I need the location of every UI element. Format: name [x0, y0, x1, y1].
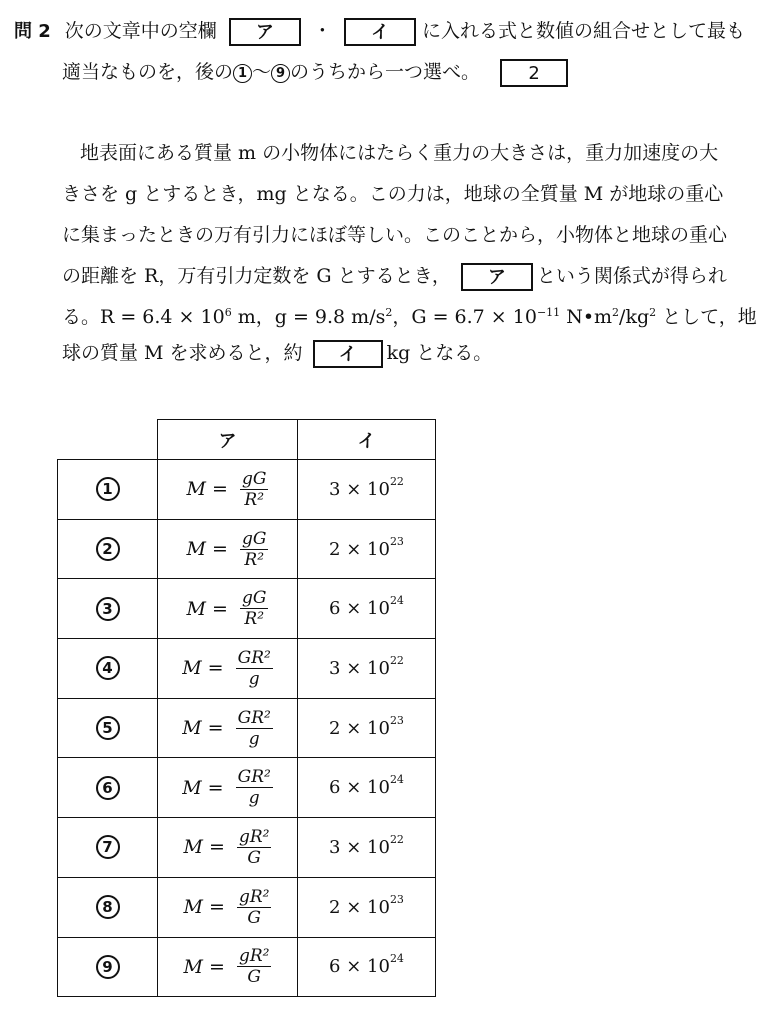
passage-line-5-c: ，G = 6.7 × 10	[392, 306, 537, 328]
choice-number-cell	[58, 877, 158, 937]
blank-box-a: ア	[229, 18, 301, 46]
formula-cell	[158, 579, 298, 639]
passage-line-3: に集まったときの万有引力にほぼ等しい。このことから，小物体と地球の重心	[62, 224, 728, 246]
fraction-denominator: G	[247, 847, 261, 868]
value-cell	[298, 698, 436, 758]
table-row	[58, 639, 436, 699]
value-exponent: 24	[389, 594, 404, 608]
passage-blank-i: イ	[313, 340, 383, 368]
choice-number-cell	[58, 758, 158, 818]
fraction-numerator: gR²	[238, 946, 270, 967]
table-row	[58, 579, 436, 639]
mass-value	[329, 773, 404, 799]
passage-line-5-a: る。R = 6.4 × 10	[62, 306, 225, 328]
exponent-r: 6	[224, 306, 232, 319]
fraction-numerator: gR²	[238, 826, 270, 847]
choice-number[interactable]: 7	[96, 835, 120, 859]
question-line2-text: 適当なものを，後の	[62, 61, 234, 83]
formula-lhs: M =	[182, 657, 224, 680]
value-base: 2 × 10	[329, 896, 390, 918]
fraction-numerator: gG	[241, 528, 267, 549]
value-base: 2 × 10	[329, 538, 390, 560]
mass-value	[329, 474, 404, 500]
formula-lhs: M =	[186, 597, 228, 620]
mass-value	[329, 594, 404, 620]
exponent-kg: 2	[649, 306, 657, 319]
fraction-numerator: gG	[241, 588, 267, 609]
question-intro-tail: に入れる式と数値の組合せとして最も	[421, 20, 745, 42]
separator-dot: ・	[312, 20, 332, 42]
formula-fraction	[236, 649, 273, 688]
formula	[187, 530, 269, 569]
formula	[182, 709, 273, 748]
table-header-row	[58, 420, 436, 460]
question-intro: 次の文章中の空欄	[64, 20, 217, 42]
formula	[184, 828, 272, 867]
blank-box-i: イ	[344, 18, 416, 46]
value-base: 6 × 10	[329, 777, 390, 799]
formula	[182, 768, 273, 807]
choice-number-cell	[58, 937, 158, 997]
formula	[187, 589, 269, 628]
fraction-denominator: g	[248, 728, 260, 749]
passage-line-2: きさを g とするとき，mg となる。この力は，地球の全質量 M が地球の重心	[62, 183, 724, 205]
fraction-denominator: R²	[244, 489, 265, 510]
question-line-1	[14, 17, 745, 46]
formula-fraction	[236, 768, 273, 807]
value-cell	[298, 758, 436, 818]
value-base: 3 × 10	[329, 657, 390, 679]
formula-cell	[158, 758, 298, 818]
choice-number[interactable]: 6	[96, 776, 120, 800]
value-base: 3 × 10	[329, 836, 390, 858]
mass-value	[329, 653, 404, 679]
formula-cell	[158, 698, 298, 758]
formula-fraction	[237, 888, 272, 927]
choice-number[interactable]: 1	[96, 477, 120, 501]
value-exponent: 23	[389, 534, 404, 548]
value-base: 2 × 10	[329, 717, 390, 739]
formula-cell	[158, 519, 298, 579]
choice-number-cell	[58, 818, 158, 878]
value-base: 6 × 10	[329, 956, 390, 978]
value-cell	[298, 639, 436, 699]
passage-line-5-f: として，地	[656, 306, 757, 328]
fraction-denominator: g	[248, 788, 260, 809]
answer-number-box: 2	[500, 59, 568, 87]
value-exponent: 24	[389, 952, 404, 966]
choice-number[interactable]: 4	[96, 656, 120, 680]
value-cell	[298, 460, 436, 520]
passage-line-6-a: 球の質量 M を求めると，約	[62, 342, 303, 364]
passage-line-4-a: の距離を R，万有引力定数を G とするとき，	[62, 265, 451, 287]
formula-lhs: M =	[186, 538, 228, 561]
passage-line-5-b: m，g = 9.8 m/s	[231, 306, 386, 328]
formula	[184, 888, 272, 927]
value-cell	[298, 937, 436, 997]
mass-value	[329, 534, 404, 560]
fraction-numerator: GR²	[237, 707, 271, 728]
table-row	[58, 758, 436, 818]
formula	[184, 947, 272, 986]
formula-lhs: M =	[183, 955, 225, 978]
question-label: 問 2	[14, 21, 51, 42]
fraction-denominator: R²	[244, 609, 265, 630]
passage-line-5	[62, 303, 757, 331]
formula-cell	[158, 877, 298, 937]
question-line-2	[62, 58, 568, 87]
choice-number[interactable]: 3	[96, 597, 120, 621]
fraction-denominator: g	[248, 668, 260, 689]
formula	[182, 649, 273, 688]
question-line2-tail: のうちから一つ選べ。	[290, 61, 481, 83]
formula-lhs: M =	[182, 776, 224, 799]
passage-line-1: 地表面にある質量 m の小物体にはたらく重力の大きさは，重力加速度の大	[80, 142, 719, 164]
formula-fraction	[240, 530, 268, 569]
choice-number-cell	[58, 519, 158, 579]
range-start-circle: 1	[233, 64, 252, 83]
value-exponent: 23	[389, 713, 404, 727]
value-cell	[298, 818, 436, 878]
value-exponent: 22	[389, 653, 404, 667]
choice-number-cell	[58, 698, 158, 758]
formula-lhs: M =	[182, 717, 224, 740]
formula-cell	[158, 460, 298, 520]
table-row	[58, 937, 436, 997]
table-row	[58, 519, 436, 579]
exponent-g: 2	[385, 306, 393, 319]
choice-number[interactable]: 2	[96, 537, 120, 561]
choices-table	[57, 419, 436, 997]
formula-cell	[158, 937, 298, 997]
fraction-numerator: gG	[241, 468, 267, 489]
choices-body	[58, 460, 436, 997]
fraction-numerator: GR²	[237, 647, 271, 668]
choice-number[interactable]: 5	[96, 716, 120, 740]
value-cell	[298, 579, 436, 639]
fraction-denominator: G	[247, 967, 261, 988]
exponent-m: 2	[612, 306, 620, 319]
value-base: 3 × 10	[329, 478, 390, 500]
choice-number[interactable]: 9	[96, 955, 120, 979]
choice-number-cell	[58, 579, 158, 639]
mass-value	[329, 832, 404, 858]
formula	[187, 470, 269, 509]
value-exponent: 23	[389, 892, 404, 906]
formula-fraction	[236, 709, 273, 748]
value-exponent: 24	[389, 773, 404, 787]
mass-value	[329, 952, 404, 978]
formula-lhs: M =	[183, 836, 225, 859]
formula-fraction	[240, 589, 268, 628]
table-row	[58, 698, 436, 758]
fraction-denominator: R²	[244, 549, 265, 570]
passage-line-6	[62, 339, 492, 368]
value-cell	[298, 877, 436, 937]
choice-number-cell	[58, 460, 158, 520]
exponent-G: −11	[536, 306, 561, 319]
formula-cell	[158, 818, 298, 878]
formula-cell	[158, 639, 298, 699]
range-tilde: ～	[252, 61, 272, 83]
table-row	[58, 818, 436, 878]
header-cell-i: イ	[298, 420, 436, 460]
value-exponent: 22	[389, 832, 404, 846]
fraction-numerator: gR²	[238, 886, 270, 907]
passage-line-4-b: という関係式が得られ	[536, 265, 727, 287]
formula-fraction	[240, 470, 268, 509]
formula-lhs: M =	[186, 478, 228, 501]
mass-value	[329, 892, 404, 918]
table-row	[58, 460, 436, 520]
passage-line-6-b: kg となる。	[386, 342, 493, 364]
mass-value	[329, 713, 404, 739]
formula-fraction	[237, 947, 272, 986]
value-base: 6 × 10	[329, 598, 390, 620]
fraction-numerator: GR²	[237, 767, 271, 788]
fraction-denominator: G	[247, 907, 261, 928]
value-exponent: 22	[389, 474, 404, 488]
passage-line-5-d: N•m	[560, 306, 613, 328]
table-row	[58, 877, 436, 937]
range-end-circle: 9	[271, 64, 290, 83]
formula-fraction	[237, 828, 272, 867]
passage-line-5-e: /kg	[619, 306, 650, 328]
choice-number[interactable]: 8	[96, 895, 120, 919]
value-cell	[298, 519, 436, 579]
choice-number-cell	[58, 639, 158, 699]
passage-blank-a: ア	[461, 263, 533, 291]
header-empty-cell	[58, 420, 158, 460]
header-cell-a: ア	[158, 420, 298, 460]
passage-line-4	[62, 262, 727, 291]
formula-lhs: M =	[183, 896, 225, 919]
